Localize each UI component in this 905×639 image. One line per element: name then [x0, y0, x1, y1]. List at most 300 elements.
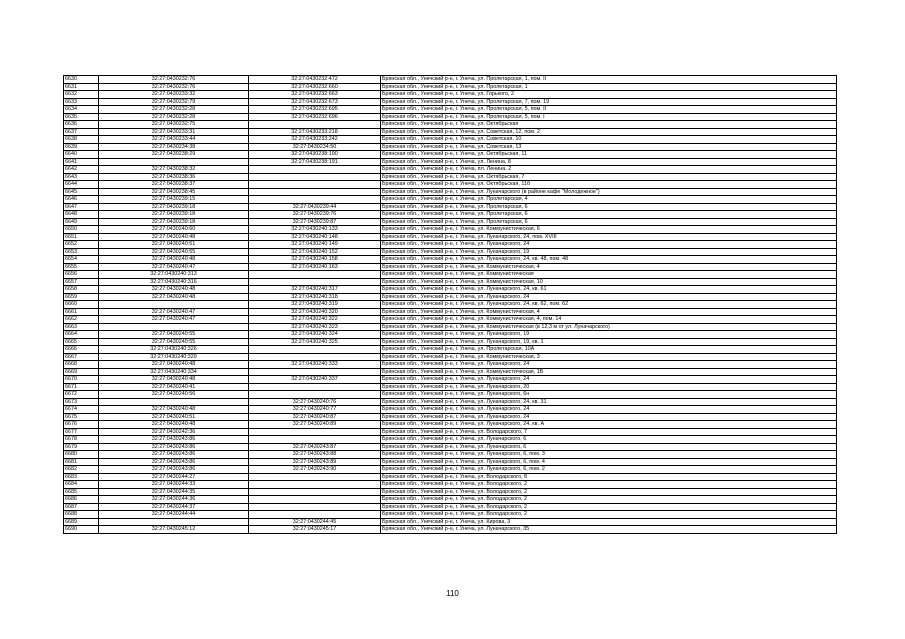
object-cadastral-number-cell: 32:27:0430240:322	[249, 316, 381, 324]
table-row	[64, 301, 837, 309]
parcel-cadastral-number-cell: 32:27:0430244:36	[99, 496, 249, 504]
parcel-cadastral-number-cell: 32:27:0430240:51	[99, 413, 249, 421]
row-number-cell: 6662	[64, 316, 99, 324]
address-cell: Брянская обл., Унечский р-н, г. Унеча, ул. Луначарского, 24	[381, 293, 837, 301]
table-row	[64, 218, 837, 226]
parcel-cadastral-number-cell: 32:27:0430232:28	[99, 106, 249, 114]
parcel-cadastral-number-cell: 32:27:0430240:47	[99, 316, 249, 324]
object-cadastral-number-cell	[249, 271, 381, 279]
row-number-cell: 6645	[64, 188, 99, 196]
address-cell: Брянская обл., Унечский р-н, г. Унеча, ул. Володарского, 2	[381, 503, 837, 511]
address-cell: Брянская обл., Унечский р-н, г. Унеча, ул. Кирова, 3	[381, 518, 837, 526]
address-cell: Брянская обл., Унечский р-н, г. Унеча, ул. Коммунистическая (в 12,3 м от ул. Луначарского)	[381, 323, 837, 331]
object-cadastral-number-cell: 32:27:0430240:325	[249, 338, 381, 346]
object-cadastral-number-cell: 32:27:0430243:89	[249, 458, 381, 466]
parcel-cadastral-number-cell: 32:27:0430240:48	[99, 406, 249, 414]
row-number-cell: 6635	[64, 113, 99, 121]
object-cadastral-number-cell: 32:27:0430240:149	[249, 241, 381, 249]
table-row	[64, 391, 837, 399]
parcel-cadastral-number-cell: 32:27:0430240:55	[99, 331, 249, 339]
parcel-cadastral-number-cell: 32:27:0430244:27	[99, 473, 249, 481]
parcel-cadastral-number-cell: 32:27:0430244:35	[99, 488, 249, 496]
registry-table	[63, 75, 837, 534]
row-number-cell: 6659	[64, 293, 99, 301]
address-cell: Брянская обл., Унечский р-н, г. Унеча, ул. Луначарского, 24	[381, 241, 837, 249]
table-row	[64, 226, 837, 234]
object-cadastral-number-cell: 32:27:0430245:17	[249, 526, 381, 534]
row-number-cell: 6677	[64, 428, 99, 436]
parcel-cadastral-number-cell: 32:27:0430243:86	[99, 451, 249, 459]
parcel-cadastral-number-cell: 32:27:0430240:313	[99, 271, 249, 279]
table-row	[64, 143, 837, 151]
parcel-cadastral-number-cell: 32:27:0430238:45	[99, 188, 249, 196]
row-number-cell: 6656	[64, 271, 99, 279]
table-row	[64, 398, 837, 406]
registry-body	[64, 76, 837, 534]
parcel-cadastral-number-cell: 32:27:0430232:75	[99, 121, 249, 129]
table-row	[64, 211, 837, 219]
address-cell: Брянская обл., Унечский р-н, г. Унеча, ул. Советская, 13	[381, 143, 837, 151]
address-cell: Брянская обл., Унечский р-н, г. Унеча, ул. Пролетарская, 7, пом. 19	[381, 98, 837, 106]
row-number-cell: 6661	[64, 308, 99, 316]
address-cell: Брянская обл., Унечский р-н, г. Унеча, ул. Пролетарская, 5, пом. II	[381, 106, 837, 114]
row-number-cell: 6676	[64, 421, 99, 429]
address-cell: Брянская обл., Унечский р-н, г. Унеча, ул. Коммунистическая, 3	[381, 353, 837, 361]
address-cell: Брянская обл., Унечский р-н, г. Унеча, ул. Октябрьская	[381, 121, 837, 129]
row-number-cell: 6680	[64, 451, 99, 459]
row-number-cell: 6689	[64, 518, 99, 526]
row-number-cell: 6642	[64, 166, 99, 174]
parcel-cadastral-number-cell: 32:27:0430240:326	[99, 346, 249, 354]
parcel-cadastral-number-cell: 32:27:0430243:86	[99, 443, 249, 451]
table-row	[64, 256, 837, 264]
address-cell: Брянская обл., Унечский р-н, г. Унеча, ул. Володарского, 2	[381, 488, 837, 496]
table-row	[64, 128, 837, 136]
table-row	[64, 443, 837, 451]
row-number-cell: 6678	[64, 436, 99, 444]
table-row	[64, 293, 837, 301]
table-row	[64, 353, 837, 361]
parcel-cadastral-number-cell: 32:27:0430234:38	[99, 143, 249, 151]
object-cadastral-number-cell: 32:27:0430243:87	[249, 443, 381, 451]
object-cadastral-number-cell: 32:27:0430239:44	[249, 203, 381, 211]
table-row	[64, 496, 837, 504]
object-cadastral-number-cell	[249, 278, 381, 286]
address-cell: Брянская обл., Унечский р-н, г. Унеча, ул. Луначарского, 6	[381, 436, 837, 444]
object-cadastral-number-cell	[249, 436, 381, 444]
row-number-cell: 6630	[64, 76, 99, 84]
address-cell: Брянская обл., Унечский р-н, г. Унеча, ул. Пролетарская, 1, пом. II	[381, 76, 837, 84]
parcel-cadastral-number-cell: 32:27:0430232:76	[99, 76, 249, 84]
parcel-cadastral-number-cell: 32:27:0430232:79	[99, 98, 249, 106]
object-cadastral-number-cell: 32:27:0430232:673	[249, 98, 381, 106]
parcel-cadastral-number-cell: 32:27:0430238:37	[99, 181, 249, 189]
parcel-cadastral-number-cell: 32:27:0430232:28	[99, 113, 249, 121]
address-cell: Брянская обл., Унечский р-н, г. Унеча, ул. Коммунистическая, 4	[381, 263, 837, 271]
table-row	[64, 98, 837, 106]
row-number-cell: 6648	[64, 211, 99, 219]
address-cell: Брянская обл., Унечский р-н, г. Унеча, ул. Коммунистическая, 1Б	[381, 368, 837, 376]
table-row	[64, 271, 837, 279]
table-row	[64, 233, 837, 241]
object-cadastral-number-cell	[249, 481, 381, 489]
object-cadastral-number-cell	[249, 503, 381, 511]
row-number-cell: 6665	[64, 338, 99, 346]
table-row	[64, 383, 837, 391]
table-row	[64, 503, 837, 511]
table-row	[64, 91, 837, 99]
address-cell: Брянская обл., Унечский р-н, г. Унеча, ул. Луначарского, 24	[381, 376, 837, 384]
parcel-cadastral-number-cell: 32:27:0430244:33	[99, 481, 249, 489]
parcel-cadastral-number-cell: 32:27:0430240:334	[99, 368, 249, 376]
parcel-cadastral-number-cell	[99, 518, 249, 526]
table-row	[64, 428, 837, 436]
address-cell: Брянская обл., Унечский р-н, г. Унеча, ул. Луначарского, 24, кв. 31	[381, 398, 837, 406]
object-cadastral-number-cell	[249, 188, 381, 196]
table-row	[64, 158, 837, 166]
parcel-cadastral-number-cell: 32:27:0430243:86	[99, 436, 249, 444]
row-number-cell: 6671	[64, 383, 99, 391]
object-cadastral-number-cell: 32:27:0430240:324	[249, 331, 381, 339]
parcel-cadastral-number-cell: 32:27:0430243:86	[99, 466, 249, 474]
row-number-cell: 6681	[64, 458, 99, 466]
table-row	[64, 458, 837, 466]
row-number-cell: 6640	[64, 151, 99, 159]
table-row	[64, 488, 837, 496]
address-cell: Брянская обл., Унечский р-н, г. Унеча, ул. Пролетарская, 4	[381, 196, 837, 204]
object-cadastral-number-cell: 32:27:0430240:318	[249, 293, 381, 301]
object-cadastral-number-cell	[249, 181, 381, 189]
object-cadastral-number-cell: 32:27:0430240:163	[249, 263, 381, 271]
table-row	[64, 368, 837, 376]
row-number-cell: 6631	[64, 83, 99, 91]
table-row	[64, 121, 837, 129]
object-cadastral-number-cell: 32:27:0430240:319	[249, 301, 381, 309]
parcel-cadastral-number-cell: 32:27:0430240:48	[99, 233, 249, 241]
address-cell: Брянская обл., Унечский р-н, г. Унеча, ул. Луначарского (в районе кафе "Молодежное")	[381, 188, 837, 196]
object-cadastral-number-cell: 32:27:0430240:89	[249, 421, 381, 429]
row-number-cell: 6685	[64, 488, 99, 496]
address-cell: Брянская обл., Унечский р-н, г. Унеча, ул. Луначарского, 19	[381, 331, 837, 339]
table-row	[64, 308, 837, 316]
row-number-cell: 6687	[64, 503, 99, 511]
address-cell: Брянская обл., Унечский р-н, г. Унеча, ул. Октябрьская, 11б	[381, 181, 837, 189]
row-number-cell: 6672	[64, 391, 99, 399]
row-number-cell: 6663	[64, 323, 99, 331]
address-cell: Брянская обл., Унечский р-н, г. Унеча, ул. Советская, 12, пом. 2	[381, 128, 837, 136]
object-cadastral-number-cell	[249, 353, 381, 361]
row-number-cell: 6658	[64, 286, 99, 294]
row-number-cell: 6647	[64, 203, 99, 211]
address-cell: Брянская обл., Унечский р-н, г. Унеча, ул. Октябрьская, 7	[381, 173, 837, 181]
object-cadastral-number-cell	[249, 121, 381, 129]
address-cell: Брянская обл., Унечский р-н, г. Унеча, ул. Луначарского, 24, кв. 48, пом. 48	[381, 256, 837, 264]
parcel-cadastral-number-cell: 32:27:0430245:12	[99, 526, 249, 534]
object-cadastral-number-cell: 32:27:0430240:77	[249, 406, 381, 414]
row-number-cell: 6644	[64, 181, 99, 189]
table-row	[64, 166, 837, 174]
object-cadastral-number-cell: 32:27:0430243:88	[249, 451, 381, 459]
parcel-cadastral-number-cell: 32:27:0430242:36	[99, 428, 249, 436]
address-cell: Брянская обл., Унечский р-н, г. Унеча, ул. Луначарского, 24, кв. 61	[381, 286, 837, 294]
object-cadastral-number-cell: 32:27:0430240:317	[249, 286, 381, 294]
object-cadastral-number-cell: 32:27:0430240:87	[249, 413, 381, 421]
table-row	[64, 151, 837, 159]
parcel-cadastral-number-cell: 32:27:0430240:51	[99, 241, 249, 249]
object-cadastral-number-cell: 32:27:0430238:190	[249, 151, 381, 159]
row-number-cell: 6633	[64, 98, 99, 106]
table-row	[64, 173, 837, 181]
parcel-cadastral-number-cell: 32:27:0430240:48	[99, 286, 249, 294]
row-number-cell: 6688	[64, 511, 99, 519]
row-number-cell: 6675	[64, 413, 99, 421]
address-cell: Брянская обл., Унечский р-н, г. Унеча, ул. Коммунистическая, 6	[381, 226, 837, 234]
address-cell: Брянская обл., Унечский р-н, г. Унеча, ул. Луначарского, 19, кв. 1	[381, 338, 837, 346]
address-cell: Брянская обл., Унечский р-н, г. Унеча, ул. Луначарского, 19	[381, 248, 837, 256]
row-number-cell: 6649	[64, 218, 99, 226]
object-cadastral-number-cell	[249, 196, 381, 204]
table-row	[64, 451, 837, 459]
parcel-cadastral-number-cell	[99, 323, 249, 331]
row-number-cell: 6657	[64, 278, 99, 286]
object-cadastral-number-cell: 32:27:0430240:158	[249, 256, 381, 264]
parcel-cadastral-number-cell: 32:27:0430240:48	[99, 293, 249, 301]
table-row	[64, 376, 837, 384]
object-cadastral-number-cell	[249, 488, 381, 496]
parcel-cadastral-number-cell: 32:27:0430240:41	[99, 383, 249, 391]
parcel-cadastral-number-cell: 32:27:0430239:18	[99, 203, 249, 211]
address-cell: Брянская обл., Унечский р-н, г. Унеча, ул. Луначарского, 24	[381, 413, 837, 421]
object-cadastral-number-cell: 32:27:0430233:242	[249, 136, 381, 144]
address-cell: Брянская обл., Унечский р-н, г. Унеча, ул. Луначарского, 6	[381, 443, 837, 451]
table-row	[64, 83, 837, 91]
address-cell: Брянская обл., Унечский р-н, г. Унеча, ул. Пролетарская, 6	[381, 203, 837, 211]
table-row	[64, 526, 837, 534]
address-cell: Брянская обл., Унечский р-н, г. Унеча, ул. Коммунистическая, 10	[381, 278, 837, 286]
table-row	[64, 361, 837, 369]
table-row	[64, 316, 837, 324]
parcel-cadastral-number-cell	[99, 301, 249, 309]
parcel-cadastral-number-cell: 32:27:0430239:15	[99, 196, 249, 204]
table-row	[64, 278, 837, 286]
table-row	[64, 466, 837, 474]
address-cell: Брянская обл., Унечский р-н, г. Унеча, ул. Коммунистическая	[381, 271, 837, 279]
object-cadastral-number-cell: 32:27:0430240:148	[249, 233, 381, 241]
object-cadastral-number-cell: 32:27:0430240:133	[249, 226, 381, 234]
object-cadastral-number-cell: 32:27:0430240:152	[249, 248, 381, 256]
address-cell: Брянская обл., Унечский р-н, г. Унеча, ул. Луначарского, 6, пом. 3	[381, 451, 837, 459]
row-number-cell: 6634	[64, 106, 99, 114]
address-cell: Брянская обл., Унечский р-н, г. Унеча, ул. Пролетарская, 5, пом. I	[381, 113, 837, 121]
object-cadastral-number-cell: 32:27:0430232:695	[249, 106, 381, 114]
address-cell: Брянская обл., Унечский р-н, г. Унеча, ул. Володарского, 7	[381, 428, 837, 436]
address-cell: Брянская обл., Унечский р-н, г. Унеча, пл. Ленина, 2	[381, 166, 837, 174]
page-number: 110	[446, 589, 459, 598]
object-cadastral-number-cell	[249, 368, 381, 376]
table-row	[64, 436, 837, 444]
parcel-cadastral-number-cell: 32:27:0430240:48	[99, 361, 249, 369]
table-row	[64, 136, 837, 144]
object-cadastral-number-cell: 32:27:0430244:45	[249, 518, 381, 526]
row-number-cell: 6641	[64, 158, 99, 166]
address-cell: Брянская обл., Унечский р-н, г. Унеча, ул. Пролетарская, 1	[381, 83, 837, 91]
table-row	[64, 241, 837, 249]
parcel-cadastral-number-cell: 32:27:0430240:56	[99, 391, 249, 399]
table-row	[64, 421, 837, 429]
address-cell: Брянская обл., Унечский р-н, г. Унеча, ул. Луначарского, 20	[381, 383, 837, 391]
table-row	[64, 406, 837, 414]
address-cell: Брянская обл., Унечский р-н, г. Унеча, ул. Пролетарская, 10А	[381, 346, 837, 354]
table-row	[64, 196, 837, 204]
parcel-cadastral-number-cell: 32:27:0430240:48	[99, 256, 249, 264]
address-cell: Брянская обл., Унечский р-н, г. Унеча, ул. Коммунистическая, 4	[381, 308, 837, 316]
table-row	[64, 286, 837, 294]
object-cadastral-number-cell	[249, 391, 381, 399]
parcel-cadastral-number-cell: 32:27:0430233:44	[99, 136, 249, 144]
address-cell: Брянская обл., Унечский р-н, г. Унеча, ул. Луначарского, 24	[381, 361, 837, 369]
table-row	[64, 323, 837, 331]
row-number-cell: 6666	[64, 346, 99, 354]
table-row	[64, 263, 837, 271]
table-row	[64, 106, 837, 114]
object-cadastral-number-cell: 32:27:0430232:663	[249, 91, 381, 99]
row-number-cell: 6650	[64, 226, 99, 234]
address-cell: Брянская обл., Унечский р-н, г. Унеча, ул. Володарского, 2	[381, 511, 837, 519]
parcel-cadastral-number-cell: 32:27:0430244:44	[99, 511, 249, 519]
object-cadastral-number-cell: 32:27:0430240:333	[249, 361, 381, 369]
parcel-cadastral-number-cell: 32:27:0430239:18	[99, 211, 249, 219]
object-cadastral-number-cell: 32:27:0430232:472	[249, 76, 381, 84]
parcel-cadastral-number-cell: 32:27:0430232:76	[99, 83, 249, 91]
row-number-cell: 6670	[64, 376, 99, 384]
parcel-cadastral-number-cell: 32:27:0430244:37	[99, 503, 249, 511]
address-cell: Брянская обл., Унечский р-н, г. Унеча, ул. Горького, 2	[381, 91, 837, 99]
table-row	[64, 76, 837, 84]
row-number-cell: 6639	[64, 143, 99, 151]
address-cell: Брянская обл., Унечский р-н, г. Унеча, ул. Володарского, 2	[381, 496, 837, 504]
address-cell: Брянская обл., Унечский р-н, г. Унеча, ул. Володарского, 8	[381, 473, 837, 481]
object-cadastral-number-cell: 32:27:0430233:218	[249, 128, 381, 136]
parcel-cadastral-number-cell	[99, 398, 249, 406]
table-row	[64, 181, 837, 189]
row-number-cell: 6673	[64, 398, 99, 406]
object-cadastral-number-cell: 32:27:0430239:76	[249, 211, 381, 219]
object-cadastral-number-cell	[249, 511, 381, 519]
parcel-cadastral-number-cell: 32:27:0430243:86	[99, 458, 249, 466]
row-number-cell: 6669	[64, 368, 99, 376]
object-cadastral-number-cell	[249, 166, 381, 174]
address-cell: Брянская обл., Унечский р-н, г. Унеча, ул. Октябрьская, 11	[381, 151, 837, 159]
object-cadastral-number-cell: 32:27:0430240:320	[249, 308, 381, 316]
row-number-cell: 6683	[64, 473, 99, 481]
table-row	[64, 113, 837, 121]
parcel-cadastral-number-cell: 32:27:0430240:55	[99, 338, 249, 346]
object-cadastral-number-cell: 32:27:0430239:87	[249, 218, 381, 226]
parcel-cadastral-number-cell: 32:27:0430240:48	[99, 421, 249, 429]
address-cell: Брянская обл., Унечский р-н, г. Унеча, ул. Луначарского, 24, пом. XVIII	[381, 233, 837, 241]
address-cell: Брянская обл., Унечский р-н, г. Унеча, ул. Луначарского, 6н	[381, 391, 837, 399]
object-cadastral-number-cell: 32:27:0430240:337	[249, 376, 381, 384]
row-number-cell: 6664	[64, 331, 99, 339]
row-number-cell: 6638	[64, 136, 99, 144]
address-cell: Брянская обл., Унечский р-н, г. Унеча, ул. Коммунистическая, 4, пом. 14	[381, 316, 837, 324]
object-cadastral-number-cell	[249, 496, 381, 504]
row-number-cell: 6643	[64, 173, 99, 181]
object-cadastral-number-cell	[249, 383, 381, 391]
parcel-cadastral-number-cell: 32:27:0430238:29	[99, 151, 249, 159]
row-number-cell: 6651	[64, 233, 99, 241]
row-number-cell: 6686	[64, 496, 99, 504]
table-row	[64, 511, 837, 519]
parcel-cadastral-number-cell: 32:27:0430233:32	[99, 91, 249, 99]
row-number-cell: 6668	[64, 361, 99, 369]
address-cell: Брянская обл., Унечский р-н, г. Унеча, ул. Луначарского, 24, кв. А	[381, 421, 837, 429]
row-number-cell: 6653	[64, 248, 99, 256]
row-number-cell: 6632	[64, 91, 99, 99]
table-row	[64, 413, 837, 421]
parcel-cadastral-number-cell: 32:27:0430238:32	[99, 166, 249, 174]
parcel-cadastral-number-cell: 32:27:0430240:47	[99, 308, 249, 316]
address-cell: Брянская обл., Унечский р-н, г. Унеча, ул. Луначарского, 24	[381, 406, 837, 414]
row-number-cell: 6636	[64, 121, 99, 129]
address-cell: Брянская обл., Унечский р-н, г. Унеча, ул. Луначарского, 6, пом. 2	[381, 466, 837, 474]
row-number-cell: 6690	[64, 526, 99, 534]
parcel-cadastral-number-cell: 32:27:0430240:55	[99, 248, 249, 256]
row-number-cell: 6684	[64, 481, 99, 489]
parcel-cadastral-number-cell: 32:27:0430233:31	[99, 128, 249, 136]
address-cell: Брянская обл., Унечский р-н, г. Унеча, ул. Пролетарская, 6	[381, 211, 837, 219]
object-cadastral-number-cell: 32:27:0430232:660	[249, 83, 381, 91]
table-row	[64, 188, 837, 196]
object-cadastral-number-cell: 32:27:0430240:76	[249, 398, 381, 406]
table-row	[64, 338, 837, 346]
object-cadastral-number-cell: 32:27:0430240:323	[249, 323, 381, 331]
table-row	[64, 481, 837, 489]
row-number-cell: 6682	[64, 466, 99, 474]
parcel-cadastral-number-cell: 32:27:0430239:18	[99, 218, 249, 226]
row-number-cell: 6674	[64, 406, 99, 414]
parcel-cadastral-number-cell: 32:27:0430240:48	[99, 376, 249, 384]
object-cadastral-number-cell	[249, 473, 381, 481]
table-row	[64, 203, 837, 211]
table-row	[64, 346, 837, 354]
table-row	[64, 331, 837, 339]
object-cadastral-number-cell: 32:27:0430238:191	[249, 158, 381, 166]
object-cadastral-number-cell	[249, 346, 381, 354]
table-row	[64, 518, 837, 526]
parcel-cadastral-number-cell: 32:27:0430238:36	[99, 173, 249, 181]
parcel-cadastral-number-cell: 32:27:0430240:47	[99, 263, 249, 271]
object-cadastral-number-cell: 32:27:0430232:696	[249, 113, 381, 121]
row-number-cell: 6654	[64, 256, 99, 264]
parcel-cadastral-number-cell	[99, 158, 249, 166]
address-cell: Брянская обл., Унечский р-н, г. Унеча, ул. Луначарского, 6, пом. 4	[381, 458, 837, 466]
row-number-cell: 6660	[64, 301, 99, 309]
row-number-cell: 6637	[64, 128, 99, 136]
address-cell: Брянская обл., Унечский р-н, г. Унеча, ул. Луначарского, 24, кв. 62, пом. 62	[381, 301, 837, 309]
parcel-cadastral-number-cell: 32:27:0430240:60	[99, 226, 249, 234]
row-number-cell: 6646	[64, 196, 99, 204]
address-cell: Брянская обл., Унечский р-н, г. Унеча, ул. Луначарского, 35	[381, 526, 837, 534]
parcel-cadastral-number-cell: 32:27:0430240:316	[99, 278, 249, 286]
address-cell: Брянская обл., Унечский р-н, г. Унеча, ул. Ленина, 8	[381, 158, 837, 166]
object-cadastral-number-cell	[249, 173, 381, 181]
row-number-cell: 6679	[64, 443, 99, 451]
address-cell: Брянская обл., Унечский р-н, г. Унеча, ул. Советская, 10	[381, 136, 837, 144]
table-row	[64, 473, 837, 481]
row-number-cell: 6652	[64, 241, 99, 249]
address-cell: Брянская обл., Унечский р-н, г. Унеча, ул. Володарского, 2	[381, 481, 837, 489]
